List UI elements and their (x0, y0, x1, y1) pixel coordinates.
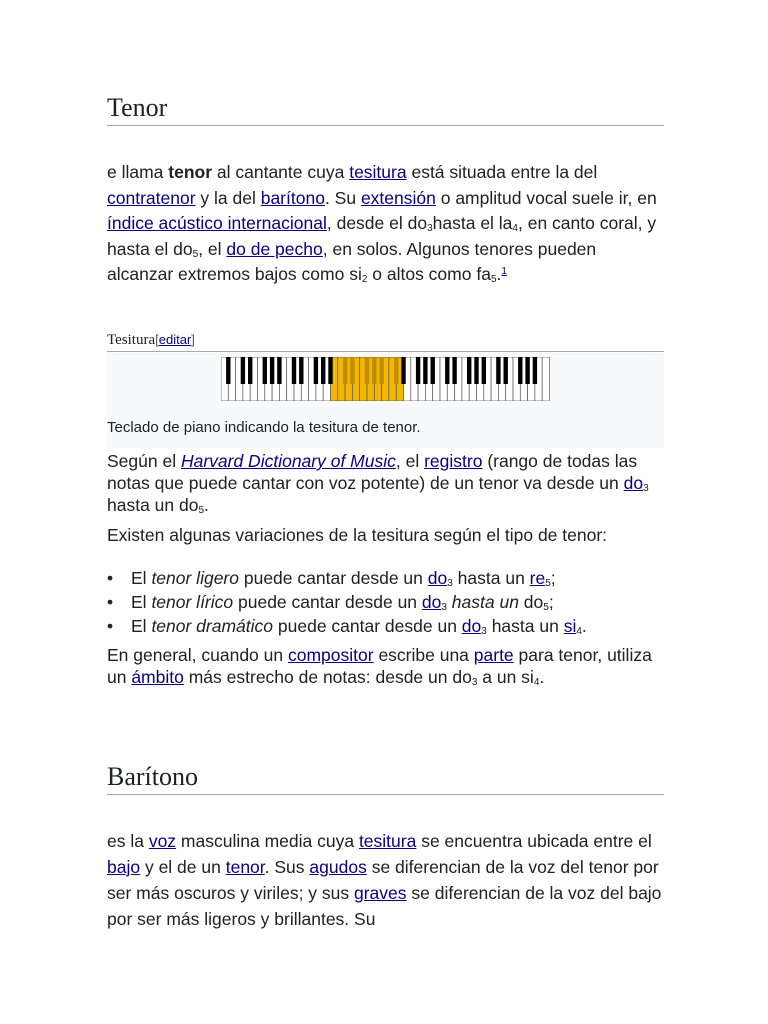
piano-black-key (226, 357, 230, 384)
link-agudos[interactable]: agudos (309, 857, 367, 877)
piano-black-key (431, 357, 435, 384)
piano-black-key (343, 357, 347, 384)
piano-keyboard-image (221, 357, 551, 401)
text: . (204, 495, 209, 515)
text: está situada entre la del (406, 162, 598, 182)
bullet: • (107, 592, 114, 612)
text: . (581, 616, 587, 636)
text: puede cantar desde un (273, 616, 462, 636)
link-do-de-pecho[interactable]: do de pecho (226, 238, 323, 259)
text: hasta un (486, 616, 564, 636)
tenor-intro-paragraph (107, 160, 664, 288)
piano-white-key (542, 357, 549, 401)
text: puede cantar desde un (239, 568, 428, 588)
text: ; (550, 568, 556, 588)
piano-black-key (277, 357, 281, 384)
subscript: 5 (545, 578, 551, 589)
piano-black-key (496, 357, 500, 384)
subscript: 3 (427, 223, 433, 234)
text: hasta un (446, 592, 519, 612)
text: El (131, 616, 152, 636)
section-heading-baritono: Barítono (107, 762, 664, 795)
text: , desde el do (326, 213, 428, 233)
piano-black-key (365, 357, 369, 384)
tenor-variations-list (107, 566, 664, 638)
figure-caption: Teclado de piano indicando la tesitura de tenor. (107, 419, 421, 436)
list-item (107, 590, 664, 614)
link-bajo[interactable]: bajo (107, 857, 141, 877)
text: do (518, 592, 544, 612)
subscript: 2 (361, 274, 368, 285)
piano-black-key (533, 357, 537, 384)
bracket: [ (155, 332, 159, 347)
link-tesitura[interactable]: tesitura (349, 162, 407, 182)
text: para tenor, utiliza un (107, 645, 652, 687)
subscript: 5 (490, 274, 497, 285)
piano-black-key (394, 357, 398, 384)
bold-term-tenor: tenor (168, 162, 213, 182)
subscript: 3 (441, 602, 447, 613)
text: (rango de todas las notas que puede cantar con voz potente) de un tenor va desde un (107, 451, 638, 493)
link-graves[interactable]: graves (354, 883, 407, 903)
subscript: 3 (471, 677, 478, 688)
text: y el de un (140, 857, 226, 877)
variations-intro: Existen algunas variaciones de la tesitura según el tipo de tenor: (107, 525, 608, 545)
text: hasta el la (432, 213, 513, 233)
piano-black-key (504, 357, 508, 384)
piano-black-key (328, 357, 332, 384)
piano-black-key (263, 357, 267, 384)
piano-black-key (474, 357, 478, 384)
piano-black-key (401, 357, 405, 384)
piano-black-key (423, 357, 427, 384)
subscript: 5 (198, 505, 205, 516)
link-tenor[interactable]: tenor (225, 857, 265, 877)
text: El (131, 592, 152, 612)
edit-section (155, 332, 195, 347)
text: El (131, 568, 152, 588)
text: o altos como fa (367, 264, 491, 284)
baritono-intro-paragraph (107, 828, 664, 932)
tenor-type: tenor lírico (151, 592, 234, 612)
piano-black-key (372, 357, 376, 384)
piano-black-key (292, 357, 296, 384)
text: más estrecho de notas: desde un do (183, 667, 472, 687)
text: Según el (107, 451, 181, 471)
link-re[interactable]: re (529, 568, 546, 588)
link-si[interactable]: si (563, 616, 577, 636)
subscript: 5 (543, 602, 549, 613)
piano-black-key (248, 357, 252, 384)
bullet: • (107, 616, 114, 636)
piano-black-key (379, 357, 383, 384)
link-compositor[interactable]: compositor (287, 645, 374, 665)
composer-paragraph (107, 644, 664, 688)
subscript: 4 (533, 677, 540, 688)
text: es la (107, 831, 149, 851)
text: al cantante cuya (212, 162, 350, 182)
piano-black-key (350, 357, 354, 384)
piano-black-key (467, 357, 471, 384)
tenor-type: tenor dramático (151, 616, 274, 636)
text: , en solos. Algunos tenores pueden alcanzar extremos bajos como si (107, 238, 597, 284)
text: hasta un (452, 568, 530, 588)
text: . (539, 667, 545, 687)
bullet: • (107, 568, 114, 588)
link-do[interactable]: do (623, 473, 644, 493)
tenor-type: tenor ligero (151, 568, 239, 588)
text: se diferencian de la voz del bajo por ser más ligeros y brillantes. Su (107, 883, 662, 929)
piano-black-key (270, 357, 274, 384)
link-do[interactable]: do (427, 568, 448, 588)
subsection-heading-tesitura (107, 330, 664, 352)
text: ; (548, 592, 554, 612)
piano-black-key (525, 357, 529, 384)
subscript: 3 (447, 578, 453, 589)
text: masculina media cuya (176, 831, 359, 851)
text: . Sus (264, 857, 310, 877)
link-baritono[interactable]: barítono (260, 187, 325, 208)
bracket: ] (191, 332, 195, 347)
link-parte[interactable]: parte (473, 645, 514, 665)
piano-black-key (416, 357, 420, 384)
piano-black-key (299, 357, 303, 384)
link-voz[interactable]: voz (148, 831, 177, 851)
reference-link[interactable]: 1 (501, 266, 507, 277)
piano-black-key (314, 357, 318, 384)
subscript: 3 (481, 626, 487, 637)
link-registro[interactable]: registro (424, 451, 483, 471)
piano-black-key (321, 357, 325, 384)
piano-black-key (452, 357, 456, 384)
text: puede cantar desde un (233, 592, 422, 612)
link-extension[interactable]: extensión (360, 187, 436, 208)
piano-black-key (445, 357, 449, 384)
subscript: 5 (192, 248, 199, 260)
text: , en canto coral, y hasta el do (107, 213, 657, 259)
text: o amplitud vocal suele ir, en (435, 187, 657, 208)
text: , el (395, 451, 425, 471)
link-contratenor[interactable]: contratenor (107, 187, 196, 208)
text: . Su (324, 187, 361, 208)
link-do[interactable]: do (461, 616, 482, 636)
text: escribe una (373, 645, 474, 665)
list-item (107, 614, 664, 638)
text: hasta un do (107, 495, 199, 515)
subsection-title: Tesitura (107, 332, 156, 348)
text: se encuentra ubicada entre el (416, 831, 652, 851)
text: En general, cuando un (107, 645, 288, 665)
subscript: 4 (576, 626, 582, 637)
link-tesitura[interactable]: tesitura (358, 831, 417, 851)
text: y la del (195, 187, 261, 208)
link-ambito[interactable]: ámbito (131, 667, 184, 687)
harvard-paragraph (107, 450, 664, 516)
link-indice-acustico[interactable]: índice acústico internacional (107, 213, 327, 233)
edit-link[interactable]: editar (158, 332, 192, 347)
section-heading-tenor: Tenor (107, 93, 664, 126)
piano-black-key (518, 357, 522, 384)
list-item (107, 566, 664, 590)
text: se diferencian de la voz del tenor por ser más oscuros y viriles; y sus (107, 857, 659, 903)
link-harvard-dictionary[interactable]: Harvard Dictionary of Music (180, 451, 396, 471)
text: . (496, 264, 502, 284)
text: a un si (477, 667, 534, 687)
link-do[interactable]: do (421, 592, 442, 612)
piano-black-key (482, 357, 486, 384)
subscript: 3 (643, 483, 649, 494)
piano-black-key (241, 357, 245, 384)
text: e llama (107, 162, 169, 182)
text: , el (198, 238, 227, 259)
subscript: 4 (512, 223, 518, 234)
